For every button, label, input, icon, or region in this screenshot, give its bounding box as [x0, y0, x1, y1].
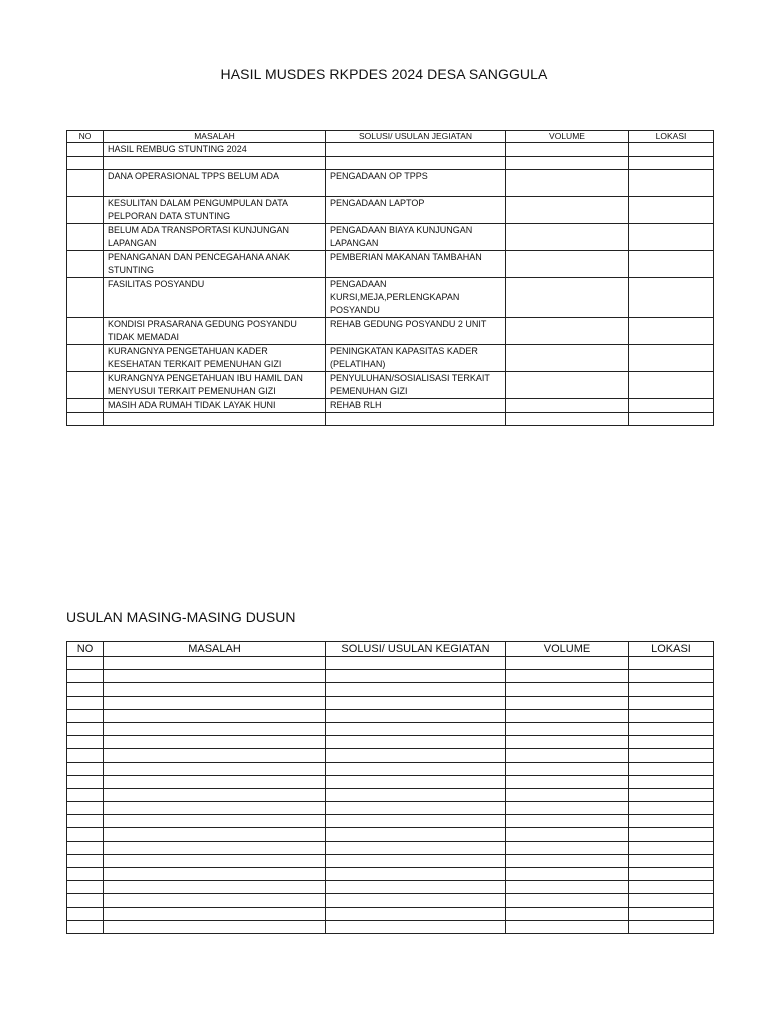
cell-lokasi	[629, 251, 714, 278]
empty-cell	[104, 775, 326, 788]
cell-masalah: BELUM ADA TRANSPORTASI KUNJUNGAN LAPANGAN	[104, 224, 326, 251]
empty-cell	[104, 841, 326, 854]
empty-cell	[104, 802, 326, 815]
empty-cell	[104, 788, 326, 801]
cell-lokasi	[629, 224, 714, 251]
empty-cell	[506, 854, 629, 867]
table-body	[67, 657, 714, 934]
cell-masalah: MASIH ADA RUMAH TIDAK LAYAK HUNI	[104, 399, 326, 413]
table-row	[67, 683, 714, 696]
cell-volume	[506, 278, 629, 318]
cell-volume	[506, 372, 629, 399]
empty-cell	[326, 709, 506, 722]
empty-cell	[506, 788, 629, 801]
empty-cell	[67, 841, 104, 854]
empty-cell	[506, 670, 629, 683]
cell-solusi: PENYULUHAN/SOSIALISASI TERKAIT PEMENUHAN GIZI	[326, 372, 506, 399]
cell-volume	[506, 399, 629, 413]
empty-cell	[67, 854, 104, 867]
header-volume: VOLUME	[506, 642, 629, 657]
table-row	[67, 841, 714, 854]
cell-solusi: PENGADAAN BIAYA KUNJUNGAN LAPANGAN	[326, 224, 506, 251]
empty-cell	[67, 815, 104, 828]
empty-cell	[629, 920, 714, 933]
empty-cell	[104, 722, 326, 735]
empty-cell	[629, 736, 714, 749]
table-row	[67, 828, 714, 841]
empty-cell	[506, 749, 629, 762]
empty-cell	[326, 670, 506, 683]
empty-cell	[629, 854, 714, 867]
table-row	[67, 372, 714, 399]
cell-masalah: FASILITAS POSYANDU	[104, 278, 326, 318]
cell-solusi: PENINGKATAN KAPASITAS KADER (PELATIHAN)	[326, 345, 506, 372]
cell-solusi: REHAB RLH	[326, 399, 506, 413]
table-row	[67, 736, 714, 749]
table-header-row	[67, 131, 714, 143]
empty-cell	[104, 670, 326, 683]
empty-cell	[67, 828, 104, 841]
table-row	[67, 722, 714, 735]
empty-cell	[326, 854, 506, 867]
empty-cell	[629, 788, 714, 801]
empty-cell	[67, 802, 104, 815]
cell-no	[67, 143, 104, 157]
cell-volume	[506, 170, 629, 197]
cell-solusi: PENGADAAN KURSI,MEJA,PERLENGKAPAN POSYANDU	[326, 278, 506, 318]
empty-cell	[326, 841, 506, 854]
empty-cell	[629, 722, 714, 735]
table-row	[67, 762, 714, 775]
empty-cell	[506, 828, 629, 841]
cell-solusi	[326, 143, 506, 157]
cell-volume	[506, 224, 629, 251]
cell-masalah: PENANGANAN DAN PENCEGAHANA ANAK STUNTING	[104, 251, 326, 278]
empty-cell	[67, 670, 104, 683]
table-row	[67, 345, 714, 372]
empty-cell	[326, 788, 506, 801]
table-row	[67, 278, 714, 318]
cell-volume	[506, 345, 629, 372]
empty-cell	[326, 907, 506, 920]
cell-volume	[506, 413, 629, 426]
table-row	[67, 224, 714, 251]
table-row	[67, 170, 714, 197]
cell-volume	[506, 157, 629, 170]
cell-masalah: DANA OPERASIONAL TPPS BELUM ADA	[104, 170, 326, 197]
empty-cell	[67, 907, 104, 920]
empty-cell	[104, 907, 326, 920]
empty-cell	[104, 709, 326, 722]
header-masalah: MASALAH	[104, 642, 326, 657]
empty-cell	[326, 868, 506, 881]
cell-no	[67, 345, 104, 372]
cell-solusi: PENGADAAN LAPTOP	[326, 197, 506, 224]
table-row	[67, 881, 714, 894]
table-row	[67, 815, 714, 828]
empty-cell	[326, 881, 506, 894]
cell-lokasi	[629, 157, 714, 170]
cell-masalah: KONDISI PRASARANA GEDUNG POSYANDU TIDAK MEMADAI	[104, 318, 326, 345]
empty-cell	[506, 722, 629, 735]
empty-cell	[629, 709, 714, 722]
empty-cell	[629, 670, 714, 683]
empty-cell	[326, 802, 506, 815]
empty-cell	[104, 828, 326, 841]
cell-solusi: REHAB GEDUNG POSYANDU 2 UNIT	[326, 318, 506, 345]
empty-cell	[629, 894, 714, 907]
cell-lokasi	[629, 372, 714, 399]
empty-cell	[326, 657, 506, 670]
empty-cell	[67, 894, 104, 907]
table-row	[67, 920, 714, 933]
table-row	[67, 670, 714, 683]
cell-no	[67, 157, 104, 170]
cell-masalah: HASIL REMBUG STUNTING 2024	[104, 143, 326, 157]
empty-cell	[629, 657, 714, 670]
empty-cell	[326, 762, 506, 775]
table-row	[67, 709, 714, 722]
document-title: HASIL MUSDES RKPDES 2024 DESA SANGGULA	[220, 66, 548, 82]
empty-cell	[104, 683, 326, 696]
table-header-row	[67, 642, 714, 657]
cell-masalah: KESULITAN DALAM PENGUMPULAN DATA PELPORAN DATA STUNTING	[104, 197, 326, 224]
empty-cell	[67, 775, 104, 788]
empty-cell	[506, 657, 629, 670]
empty-cell	[326, 920, 506, 933]
empty-cell	[104, 815, 326, 828]
cell-lokasi	[629, 197, 714, 224]
empty-cell	[629, 683, 714, 696]
header-lokasi: LOKASI	[629, 642, 714, 657]
cell-solusi: PEMBERIAN MAKANAN TAMBAHAN	[326, 251, 506, 278]
empty-cell	[104, 881, 326, 894]
empty-cell	[67, 722, 104, 735]
empty-cell	[104, 736, 326, 749]
empty-cell	[629, 841, 714, 854]
empty-cell	[67, 683, 104, 696]
empty-cell	[506, 894, 629, 907]
empty-cell	[326, 696, 506, 709]
empty-cell	[629, 907, 714, 920]
empty-cell	[67, 868, 104, 881]
empty-cell	[104, 749, 326, 762]
cell-solusi	[326, 413, 506, 426]
table-row	[67, 251, 714, 278]
empty-cell	[67, 709, 104, 722]
empty-cell	[67, 696, 104, 709]
empty-cell	[67, 881, 104, 894]
table-row	[67, 157, 714, 170]
table-row	[67, 399, 714, 413]
cell-volume	[506, 251, 629, 278]
table-row	[67, 749, 714, 762]
empty-cell	[629, 868, 714, 881]
header-volume: VOLUME	[506, 131, 629, 143]
empty-cell	[67, 736, 104, 749]
empty-cell	[326, 722, 506, 735]
cell-no	[67, 413, 104, 426]
empty-cell	[506, 736, 629, 749]
cell-masalah	[104, 157, 326, 170]
table-row	[67, 696, 714, 709]
cell-no	[67, 318, 104, 345]
empty-cell	[629, 828, 714, 841]
empty-cell	[104, 894, 326, 907]
empty-cell	[326, 749, 506, 762]
header-solusi: SOLUSI/ USULAN KEGIATAN	[326, 642, 506, 657]
table-row	[67, 788, 714, 801]
empty-cell	[104, 657, 326, 670]
cell-solusi	[326, 157, 506, 170]
empty-cell	[326, 775, 506, 788]
empty-cell	[67, 657, 104, 670]
empty-cell	[506, 907, 629, 920]
header-solusi: SOLUSI/ USULAN JEGIATAN	[326, 131, 506, 143]
empty-cell	[629, 749, 714, 762]
cell-no	[67, 251, 104, 278]
empty-cell	[326, 683, 506, 696]
cell-volume	[506, 197, 629, 224]
empty-cell	[506, 696, 629, 709]
empty-cell	[67, 749, 104, 762]
empty-cell	[629, 881, 714, 894]
cell-no	[67, 197, 104, 224]
empty-cell	[326, 736, 506, 749]
cell-no	[67, 372, 104, 399]
cell-no	[67, 278, 104, 318]
header-lokasi: LOKASI	[629, 131, 714, 143]
empty-cell	[629, 762, 714, 775]
header-masalah: MASALAH	[104, 131, 326, 143]
table-row	[67, 775, 714, 788]
empty-cell	[506, 775, 629, 788]
cell-volume	[506, 318, 629, 345]
empty-cell	[629, 696, 714, 709]
cell-masalah	[104, 413, 326, 426]
empty-cell	[104, 762, 326, 775]
table-row	[67, 143, 714, 157]
cell-no	[67, 170, 104, 197]
cell-lokasi	[629, 318, 714, 345]
empty-cell	[104, 920, 326, 933]
empty-cell	[326, 894, 506, 907]
empty-cell	[629, 802, 714, 815]
empty-cell	[104, 696, 326, 709]
cell-lokasi	[629, 170, 714, 197]
table-row	[67, 907, 714, 920]
table-row	[67, 318, 714, 345]
empty-cell	[506, 762, 629, 775]
table-row	[67, 894, 714, 907]
cell-lokasi	[629, 345, 714, 372]
empty-cell	[506, 815, 629, 828]
cell-volume	[506, 143, 629, 157]
cell-lokasi	[629, 143, 714, 157]
empty-cell	[326, 828, 506, 841]
empty-cell	[67, 788, 104, 801]
cell-masalah: KURANGNYA PENGETAHUAN IBU HAMIL DAN MENYUSUI TERKAIT PEMENUHAN GIZI	[104, 372, 326, 399]
section-title: USULAN MASING-MASING DUSUN	[66, 609, 296, 625]
empty-cell	[67, 762, 104, 775]
empty-cell	[104, 868, 326, 881]
empty-cell	[506, 920, 629, 933]
empty-cell	[326, 815, 506, 828]
empty-cell	[629, 775, 714, 788]
empty-cell	[506, 841, 629, 854]
cell-lokasi	[629, 278, 714, 318]
table-row	[67, 802, 714, 815]
header-no: NO	[67, 642, 104, 657]
cell-solusi: PENGADAAN OP TPPS	[326, 170, 506, 197]
cell-lokasi	[629, 399, 714, 413]
usulan-dusun-table	[66, 641, 714, 934]
table-row	[67, 854, 714, 867]
empty-cell	[506, 683, 629, 696]
empty-cell	[506, 881, 629, 894]
cell-lokasi	[629, 413, 714, 426]
empty-cell	[104, 854, 326, 867]
rembug-stunting-table	[66, 130, 714, 426]
empty-cell	[506, 709, 629, 722]
empty-cell	[629, 815, 714, 828]
cell-no	[67, 224, 104, 251]
empty-cell	[506, 802, 629, 815]
header-no: NO	[67, 131, 104, 143]
empty-cell	[67, 920, 104, 933]
cell-masalah: KURANGNYA PENGETAHUAN KADER KESEHATAN TERKAIT PEMENUHAN GIZI	[104, 345, 326, 372]
table-row	[67, 413, 714, 426]
table-body	[67, 143, 714, 426]
cell-no	[67, 399, 104, 413]
table-row	[67, 657, 714, 670]
empty-cell	[506, 868, 629, 881]
table-row	[67, 868, 714, 881]
table-row	[67, 197, 714, 224]
